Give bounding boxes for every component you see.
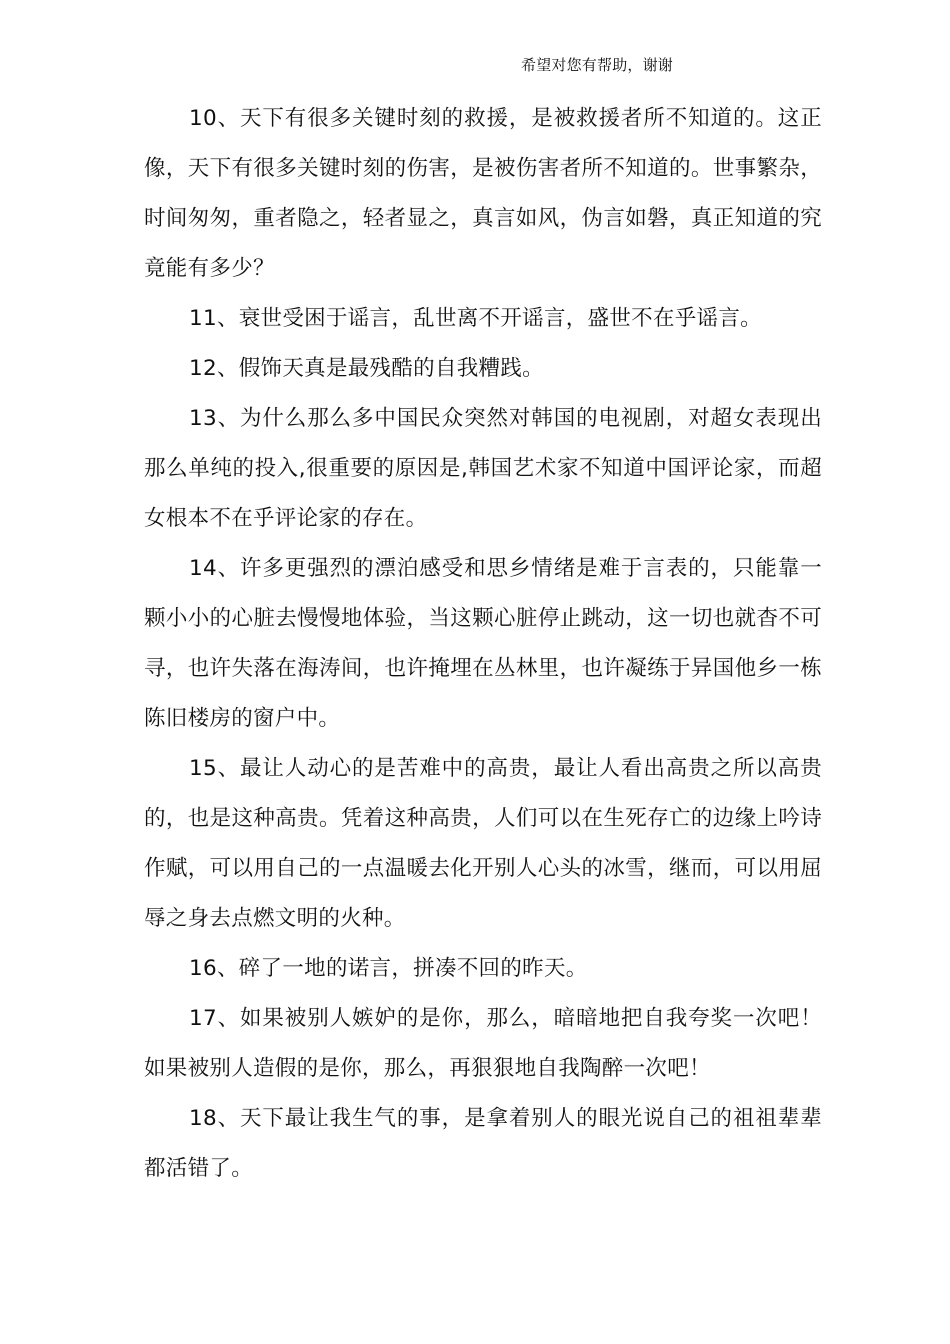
paragraph-10: 10、天下有很多关键时刻的救援，是被救援者所不知道的。这正像，天下有很多关键时刻的伤害，是被伤害者所不知道的。世事繁杂，时间匆匆，重者隐之，轻者显之，真言如风，伪言如磐，真正知道的究竟能有多少？ bbox=[144, 106, 822, 281]
paragraph-18: 18、天下最让我生气的事，是拿着别人的眼光说自己的祖祖辈辈都活错了。 bbox=[144, 1106, 822, 1181]
document-body bbox=[144, 94, 822, 1194]
paragraph-13: 13、为什么那么多中国民众突然对韩国的电视剧，对超女表现出那么单纯的投入,很重要的原因是,韩国艺术家不知道中国评论家，而超女根本不在乎评论家的存在。 bbox=[144, 406, 822, 531]
paragraph-12: 12、假饰天真是最残酷的自我糟践。 bbox=[189, 356, 544, 381]
header-note: 希望对您有帮助，谢谢 bbox=[521, 56, 674, 74]
paragraph-14: 14、许多更强烈的漂泊感受和思乡情绪是难于言表的，只能靠一颗小小的心脏去慢慢地体验，当这颗心脏停止跳动，这一切也就杳不可寻，也许失落在海涛间，也许掩埋在丛林里，也许凝练于异国他乡一栋陈旧楼房的窗户中。 bbox=[144, 556, 822, 731]
paragraph-17: 17、如果被别人嫉妒的是你，那么，暗暗地把自我夸奖一次吧！如果被别人造假的是你，那么，再狠狠地自我陶醉一次吧！ bbox=[144, 1006, 822, 1081]
paragraph-16: 16、碎了一地的诺言，拼凑不回的昨天。 bbox=[189, 956, 588, 981]
paragraph-15: 15、最让人动心的是苦难中的高贵，最让人看出高贵之所以高贵的，也是这种高贵。凭着这种高贵，人们可以在生死存亡的边缘上吟诗作赋，可以用自己的一点温暖去化开别人心头的冰雪，继而，可以用屈辱之身去点燃文明的火种。 bbox=[144, 756, 822, 931]
paragraph-11: 11、衰世受困于谣言，乱世离不开谣言，盛世不在乎谣言。 bbox=[189, 306, 762, 331]
